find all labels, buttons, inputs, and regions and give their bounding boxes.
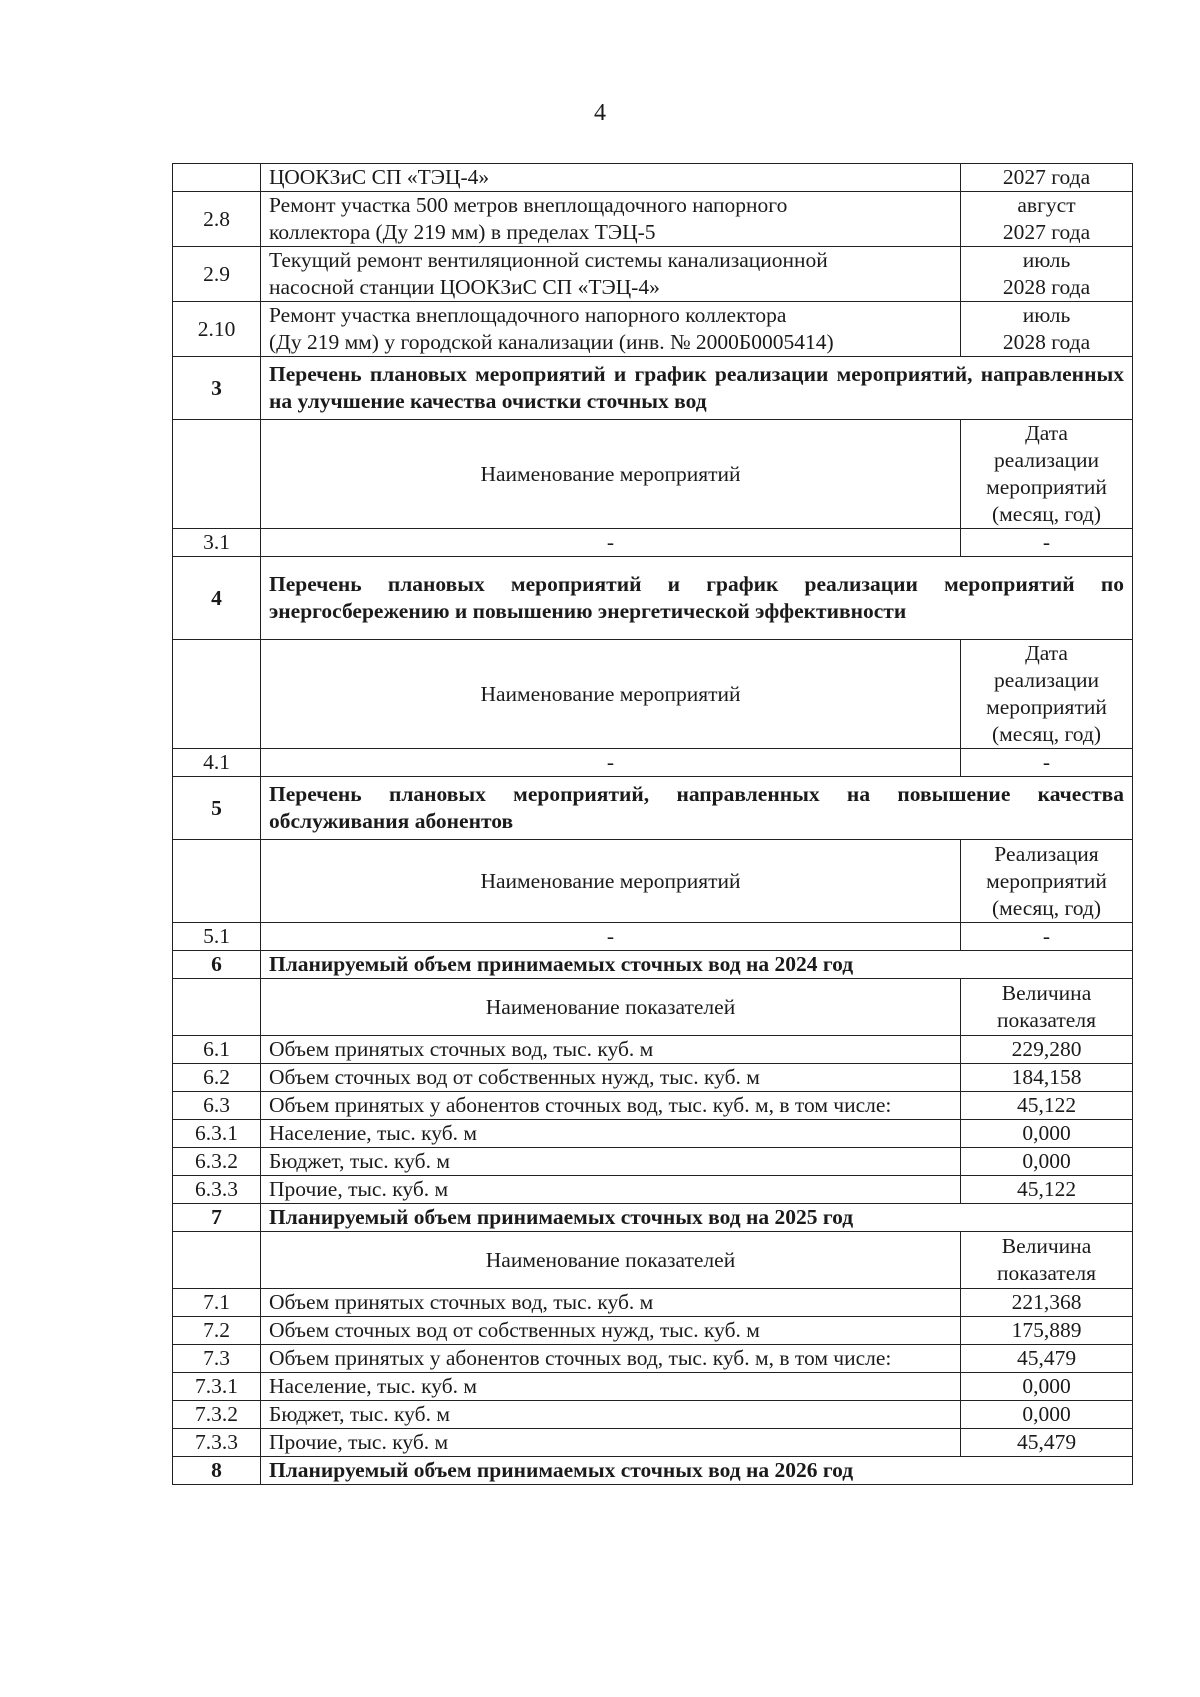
indicator-name: Объем принятых у абонентов сточных вод, тыс. куб. м, в том числе: [261,1345,961,1373]
column-header-name: Наименование показателей [261,979,961,1036]
table-row [173,923,1133,951]
table-row [173,749,1133,777]
row-number: 2.8 [173,192,261,247]
indicator-value: 175,889 [961,1317,1133,1345]
table-row [173,1064,1133,1092]
page-number: 4 [594,100,606,126]
measure-date: - [961,923,1133,951]
table-row [173,164,1133,192]
section-header [173,557,1133,640]
indicator-value: 45,122 [961,1092,1133,1120]
column-header-date: Дата реализации мероприятий (месяц, год) [961,640,1133,749]
measure-name: Ремонт участка внеплощадочного напорного коллектора (Ду 219 мм) у городской канализации (инв. № 2000Б0005414) [261,302,961,357]
section-title: Перечень плановых мероприятий и график реализации мероприятий по энергосбережению и повышению энергетической эффективности [261,557,1133,640]
indicator-name: Население, тыс. куб. м [261,1373,961,1401]
column-header-name: Наименование мероприятий [261,840,961,923]
row-number: 7.3 [173,1345,261,1373]
column-header-name: Наименование мероприятий [261,640,961,749]
column-header-row [173,979,1133,1036]
section-header [173,357,1133,420]
table-row [173,1317,1133,1345]
indicator-value: 229,280 [961,1036,1133,1064]
row-number: 2.10 [173,302,261,357]
measures-table [172,163,1133,1485]
row-number: 3.1 [173,529,261,557]
table-row [173,1429,1133,1457]
measure-date: июль 2028 года [961,247,1133,302]
indicator-name: Объем сточных вод от собственных нужд, тыс. куб. м [261,1064,961,1092]
column-header-value: Величина показателя [961,979,1133,1036]
indicator-value: 184,158 [961,1064,1133,1092]
section-number: 8 [173,1457,261,1485]
section-title: Перечень плановых мероприятий и график реализации мероприятий, направленных на улучшение качества очистки сточных вод [261,357,1133,420]
section-title: Планируемый объем принимаемых сточных вод на 2024 год [261,951,1133,979]
row-number: 7.3.1 [173,1373,261,1401]
table-row [173,1148,1133,1176]
row-number: 6.3.1 [173,1120,261,1148]
section-number: 3 [173,357,261,420]
column-header-date: Дата реализации мероприятий (месяц, год) [961,420,1133,529]
row-number: 6.1 [173,1036,261,1064]
column-header-row [173,840,1133,923]
section-header [173,951,1133,979]
section-number: 6 [173,951,261,979]
table-row [173,1036,1133,1064]
indicator-name: Объем принятых у абонентов сточных вод, тыс. куб. м, в том числе: [261,1092,961,1120]
table-row [173,1120,1133,1148]
measure-date: 2027 года [961,164,1133,192]
row-number: 6.3.2 [173,1148,261,1176]
indicator-value: 0,000 [961,1401,1133,1429]
section-header [173,1204,1133,1232]
section-title: Планируемый объем принимаемых сточных вод на 2026 год [261,1457,1133,1485]
table-row [173,302,1133,357]
row-number: 6.3.3 [173,1176,261,1204]
indicator-value: 0,000 [961,1120,1133,1148]
row-number: 6.3 [173,1092,261,1120]
row-number [173,164,261,192]
indicator-value: 45,479 [961,1345,1133,1373]
table-row [173,1092,1133,1120]
indicator-name: Прочие, тыс. куб. м [261,1176,961,1204]
indicator-name: Объем принятых сточных вод, тыс. куб. м [261,1289,961,1317]
indicator-value: 0,000 [961,1148,1133,1176]
indicator-name: Прочие, тыс. куб. м [261,1429,961,1457]
section-number: 7 [173,1204,261,1232]
row-number: 5.1 [173,923,261,951]
section-title: Планируемый объем принимаемых сточных вод на 2025 год [261,1204,1133,1232]
column-header-date: Реализация мероприятий (месяц, год) [961,840,1133,923]
measure-date: июль 2028 года [961,302,1133,357]
indicator-name: Бюджет, тыс. куб. м [261,1148,961,1176]
row-number: 7.1 [173,1289,261,1317]
column-header-row [173,640,1133,749]
column-header-row [173,420,1133,529]
table-row [173,529,1133,557]
section-number: 4 [173,557,261,640]
indicator-value: 45,122 [961,1176,1133,1204]
column-header-row [173,1232,1133,1289]
measure-date: - [961,749,1133,777]
indicator-value: 0,000 [961,1373,1133,1401]
row-number: 7.2 [173,1317,261,1345]
section-number: 5 [173,777,261,840]
indicator-value: 45,479 [961,1429,1133,1457]
column-header-value: Величина показателя [961,1232,1133,1289]
section-header [173,777,1133,840]
indicator-value: 221,368 [961,1289,1133,1317]
measure-date: август 2027 года [961,192,1133,247]
row-number: 2.9 [173,247,261,302]
measure-name: - [261,923,961,951]
table-row [173,1373,1133,1401]
measure-name: Текущий ремонт вентиляционной системы канализационной насосной станции ЦООКЗиС СП «ТЭЦ-4» [261,247,961,302]
indicator-name: Население, тыс. куб. м [261,1120,961,1148]
row-number: 4.1 [173,749,261,777]
measure-date: - [961,529,1133,557]
section-title: Перечень плановых мероприятий, направленных на повышение качества обслуживания абонентов [261,777,1133,840]
indicator-name: Бюджет, тыс. куб. м [261,1401,961,1429]
measure-name: Ремонт участка 500 метров внеплощадочного напорного коллектора (Ду 219 мм) в пределах ТЭЦ-5 [261,192,961,247]
table-row [173,1345,1133,1373]
column-header-name: Наименование мероприятий [261,420,961,529]
row-number: 6.2 [173,1064,261,1092]
measure-name: - [261,749,961,777]
table-row [173,247,1133,302]
table-row [173,1289,1133,1317]
row-number: 7.3.2 [173,1401,261,1429]
measure-name: - [261,529,961,557]
table-row [173,1176,1133,1204]
section-header [173,1457,1133,1485]
indicator-name: Объем принятых сточных вод, тыс. куб. м [261,1036,961,1064]
column-header-name: Наименование показателей [261,1232,961,1289]
table-row [173,192,1133,247]
row-number: 7.3.3 [173,1429,261,1457]
indicator-name: Объем сточных вод от собственных нужд, тыс. куб. м [261,1317,961,1345]
measure-name: ЦООКЗиС СП «ТЭЦ-4» [261,164,961,192]
table-row [173,1401,1133,1429]
